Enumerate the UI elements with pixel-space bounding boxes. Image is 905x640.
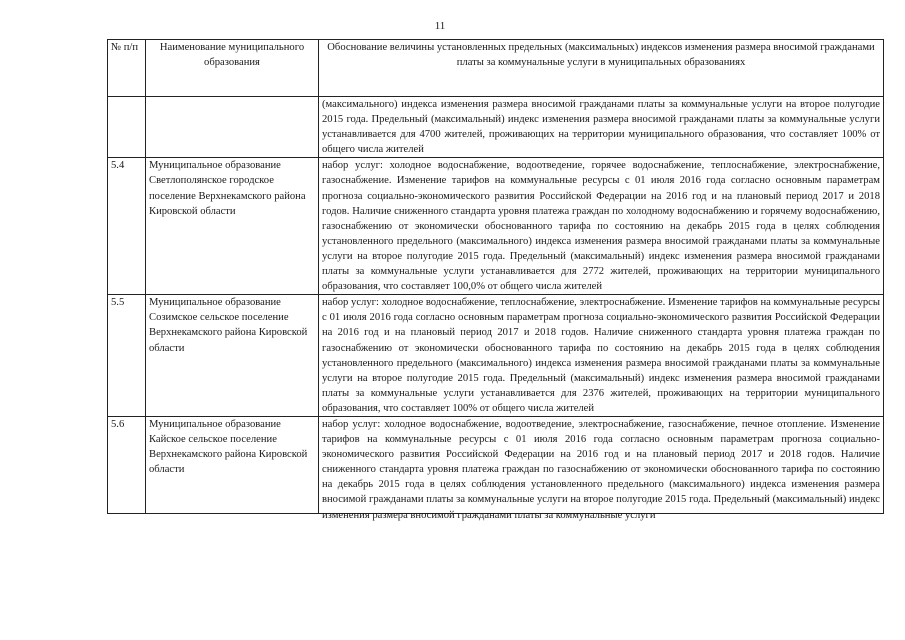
row-municipality-name xyxy=(146,97,319,158)
table-row xyxy=(108,416,884,513)
header-municipality-name: Наименование муниципального образования xyxy=(146,40,319,97)
justification-text-cropped: набор услуг: холодное водоснабжение, водоотведение, электроснабжение, газоснабжение, печное отопление. Изменение тарифов на коммунальные ресурсы с 01 июля 2016 года согласно основным параметрам прогноза социально-экономического развития Российской Федерации на 2016 год и на плановый период 2017 и 2018 годов. Наличие сниженного стандарта уровня платежа граждан по газоснабжению от экономически обоснованного тарифа по состоянию на декабрь 2015 года в целях соблюдения установленного предельного (максимального) индекса изменения размера вносимой гражданами платы за коммунальные услуги на второе полугодие 2015 года. Предельный (максимальный) индекс изменения размера вносимой гражданами платы за коммунальные услуги xyxy=(322,418,880,521)
table-row xyxy=(108,97,884,158)
table-row xyxy=(108,295,884,417)
row-number: 5.4 xyxy=(108,158,146,295)
row-justification: набор услуг: холодное водоснабжение, теплоснабжение, электроснабжение. Изменение тарифов на коммунальные ресурсы с 01 июля 2016 года согласно основным параметрам прогноза социально-экономического развития Российской Федерации на 2016 год и на плановый период 2017 и 2018 годов. Наличие сниженного стандарта уровня платежа граждан по газоснабжению от экономически обоснованного тарифа по состоянию на декабрь 2015 года в целях соблюдения установленного предельного (максимального) индекса изменения размера вносимой гражданами платы за коммунальные услуги на второе полугодие 2015 года. Предельный (максимальный) индекс изменения размера вносимой гражданами платы за коммунальные услуги устанавливается для 2376 жителей, проживающих на территории муниципального образования, что составляет 100% от общего числа жителей xyxy=(319,295,884,417)
row-number xyxy=(108,97,146,158)
header-number: № п/п xyxy=(108,40,146,97)
row-municipality-name: Муниципальное образование Кайское сельское поселение Верхнекамского района Кировской области xyxy=(146,416,319,513)
table-header-row xyxy=(108,40,884,97)
page-number: 11 xyxy=(434,20,446,32)
row-justification xyxy=(319,416,884,521)
justification-table xyxy=(107,39,884,521)
row-justification: (максимального) индекса изменения размера вносимой гражданами платы за коммунальные услуги на второе полугодие 2015 года. Предельный (максимальный) индекс изменения размера вносимой гражданами платы за коммунальные услуги устанавливается для 4700 жителей, проживающих на территории муниципального образования, что составляет 100% от общего числа жителей xyxy=(319,97,884,158)
row-municipality-name: Муниципальное образование Созимское сельское поселение Верхнекамского района Кировской области xyxy=(146,295,319,417)
header-justification: Обоснование величины установленных предельных (максимальных) индексов изменения размера вносимой гражданами платы за коммунальные услуги в муниципальных образованиях xyxy=(319,40,884,97)
table-row xyxy=(108,158,884,295)
row-number: 5.6 xyxy=(108,416,146,513)
row-number: 5.5 xyxy=(108,295,146,417)
row-justification: набор услуг: холодное водоснабжение, водоотведение, горячее водоснабжение, теплоснабжение, электроснабжение, газоснабжение. Изменение тарифов на коммунальные ресурсы с 01 июля 2016 года согласно основным параметрам прогноза социально-экономического развития Российской Федерации на 2016 год и на плановый период 2017 и 2018 годов. Наличие сниженного стандарта уровня платежа граждан по холодному водоснабжению и горячему водоснабжению, газоснабжению от экономически обоснованного тарифа по состоянию на декабрь 2015 года в целях соблюдения установленного предельного (максимального) индекса изменения размера вносимой гражданами платы за коммунальные услуги на второе полугодие 2015 года. Предельный (максимальный) индекс изменения размера вносимой гражданами платы за коммунальные услуги устанавливается для 2772 жителей, проживающих на территории муниципального образования, что составляет 100,0% от общего числа жителей xyxy=(319,158,884,295)
row-municipality-name: Муниципальное образование Светлополянское городское поселение Верхнекамского района Кировской области xyxy=(146,158,319,295)
